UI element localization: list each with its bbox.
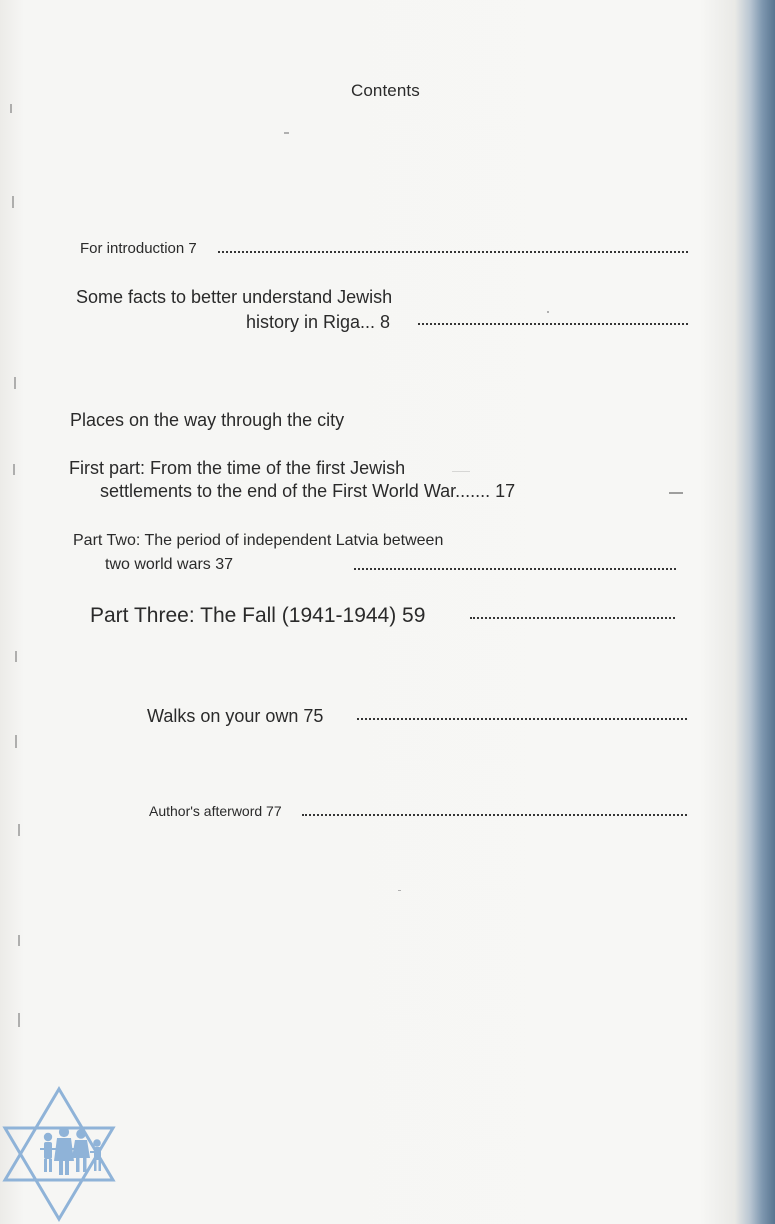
paper-speck: [15, 651, 17, 662]
paper-speck: [18, 935, 20, 946]
part-one-entry-line-1: First part: From the time of the first Jewish: [69, 458, 406, 478]
part-two-leader-dots: [354, 568, 676, 570]
facts-leader-dots: [418, 323, 688, 325]
afterword-leader-dots: [302, 814, 687, 816]
introduction-leader-dots: [218, 251, 688, 253]
part-two-entry-line-1: Part Two: The period of independent Latvia between: [73, 532, 444, 549]
places-heading: Places on the way through the city: [70, 410, 345, 430]
paper-speck: [10, 104, 12, 113]
paper-speck: [15, 735, 17, 748]
paper-speck: [284, 132, 289, 134]
part-two-entry-line-2: two world wars 37: [105, 556, 234, 573]
paper-speck: [452, 471, 470, 472]
paper-speck: [14, 377, 16, 389]
part-three-leader-dots: [470, 617, 675, 619]
walks-leader-dots: [357, 718, 687, 720]
paper-speck: [398, 890, 401, 891]
facts-entry-line-2: history in Riga... 8: [246, 312, 391, 332]
walks-entry: Walks on your own 75: [147, 706, 324, 726]
page-title: Contents: [351, 81, 420, 100]
introduction-entry: For introduction 7: [80, 240, 197, 257]
facts-entry-line-1: Some facts to better understand Jewish: [76, 287, 393, 307]
part-three-entry: Part Three: The Fall (1941-1944) 59: [90, 604, 426, 627]
star-of-david-family-logo: [0, 1085, 118, 1223]
paper-speck: [18, 824, 20, 836]
paper-speck: [547, 311, 549, 313]
paper-speck: [12, 196, 14, 208]
family-figures-icon: [40, 1127, 101, 1175]
paper-speck: [669, 492, 683, 494]
paper-speck: [18, 1013, 20, 1027]
part-one-entry-line-2: settlements to the end of the First World War....... 17: [100, 481, 516, 501]
afterword-entry: Author's afterword 77: [149, 803, 282, 819]
paper-speck: [13, 464, 15, 475]
